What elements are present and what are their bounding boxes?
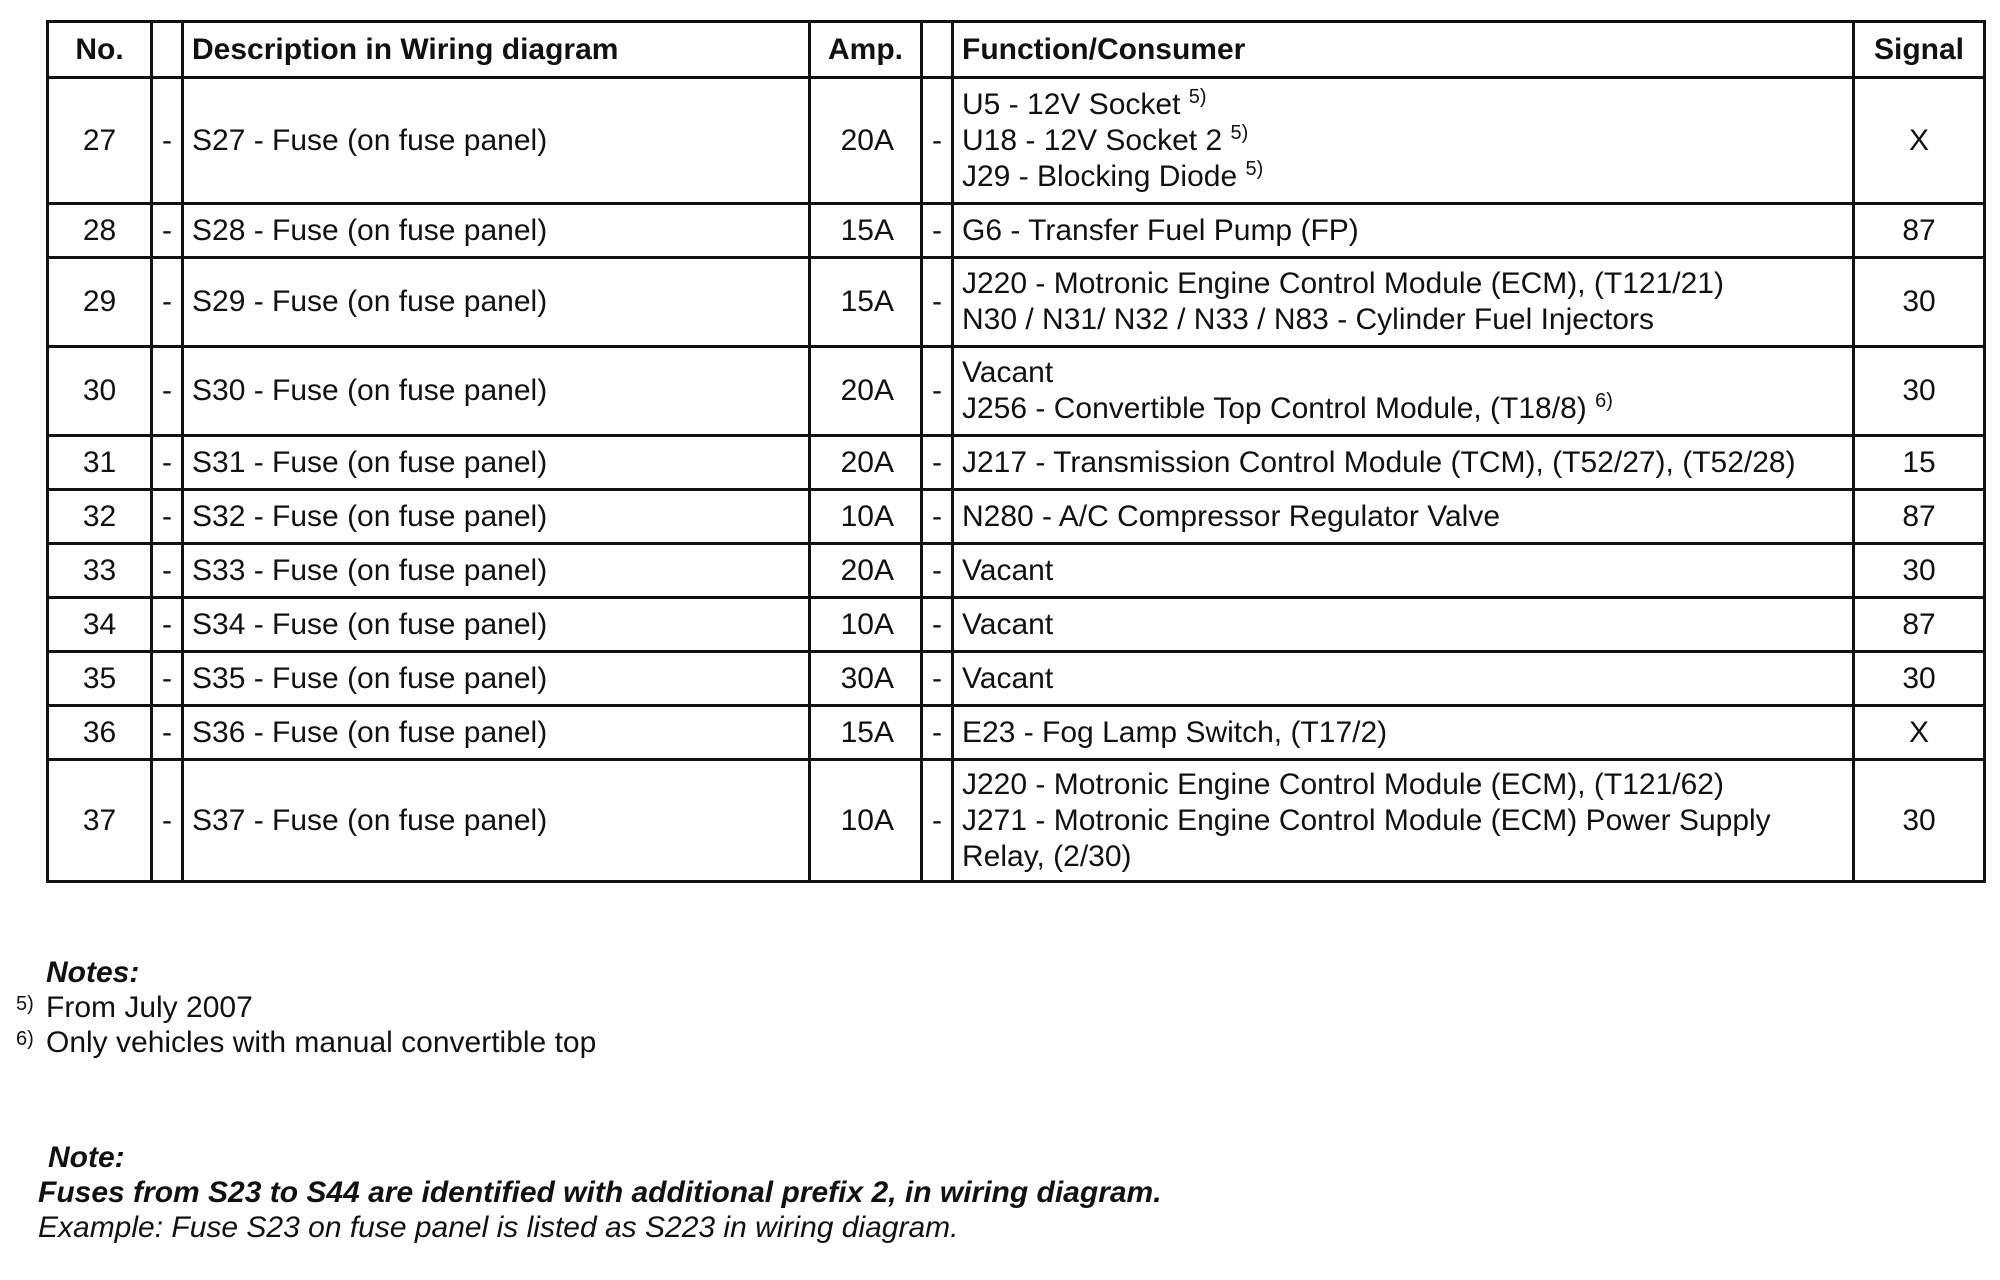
table-row — [48, 347, 1985, 436]
function-text: G6 - Transfer Fuel Pump (FP) — [962, 213, 1359, 247]
fuse-number: 32 — [48, 490, 152, 544]
fuse-number: 30 — [48, 347, 152, 436]
signal-value: 30 — [1854, 258, 1985, 347]
note-item: 6) Only vehicles with manual convertible top — [16, 1026, 597, 1059]
function-text: Vacant — [962, 661, 1054, 695]
function-consumer — [953, 760, 1854, 882]
signal-value: 87 — [1854, 204, 1985, 258]
dash-separator: - — [922, 544, 953, 598]
dash-separator: - — [152, 652, 183, 706]
fuse-description: S31 - Fuse (on fuse panel) — [183, 436, 810, 490]
table-row — [48, 760, 1985, 882]
fuse-number: 34 — [48, 598, 152, 652]
function-line — [962, 123, 1844, 159]
header-no: No. — [48, 22, 152, 78]
fuse-number: 28 — [48, 204, 152, 258]
table-row — [48, 78, 1985, 204]
footnote-marker: 5) — [1230, 121, 1249, 144]
fuse-number: 29 — [48, 258, 152, 347]
header-dash-2 — [922, 22, 953, 78]
fuse-number: 31 — [48, 436, 152, 490]
fuse-description: S34 - Fuse (on fuse panel) — [183, 598, 810, 652]
fuse-amperage: 20A — [810, 347, 922, 436]
function-text: J29 - Blocking Diode — [962, 159, 1238, 193]
function-line — [962, 661, 1844, 697]
dash-separator: - — [152, 598, 183, 652]
fuse-amperage: 10A — [810, 760, 922, 882]
function-consumer — [953, 490, 1854, 544]
header-dash — [152, 22, 183, 78]
header-function: Function/Consumer — [953, 22, 1854, 78]
function-line — [962, 159, 1844, 195]
fuse-description: S36 - Fuse (on fuse panel) — [183, 706, 810, 760]
fuse-description: S30 - Fuse (on fuse panel) — [183, 347, 810, 436]
dash-separator: - — [922, 78, 953, 204]
header-description: Description in Wiring diagram — [183, 22, 810, 78]
notes-section — [16, 955, 597, 1060]
header-amp: Amp. — [810, 22, 922, 78]
fuse-amperage: 15A — [810, 258, 922, 347]
signal-value: 30 — [1854, 347, 1985, 436]
function-text: J220 - Motronic Engine Control Module (ECM), (T121/62) — [962, 767, 1724, 801]
fuse-description: S35 - Fuse (on fuse panel) — [183, 652, 810, 706]
dash-separator: - — [922, 760, 953, 882]
footnote-marker: 5) — [1188, 85, 1207, 108]
fuse-amperage: 30A — [810, 652, 922, 706]
dash-separator: - — [922, 258, 953, 347]
fuse-number: 36 — [48, 706, 152, 760]
signal-value: 15 — [1854, 436, 1985, 490]
table-row — [48, 258, 1985, 347]
function-consumer — [953, 204, 1854, 258]
dash-separator: - — [922, 598, 953, 652]
prefix-note-text: Fuses from S23 to S44 are identified with additional prefix 2, in wiring diagram. — [38, 1176, 1162, 1209]
function-line — [962, 767, 1844, 803]
table-row — [48, 544, 1985, 598]
function-line — [962, 499, 1844, 535]
signal-value: 87 — [1854, 598, 1985, 652]
fuse-amperage: 15A — [810, 706, 922, 760]
note-text: Only vehicles with manual convertible top — [46, 1026, 597, 1059]
signal-value: 30 — [1854, 652, 1985, 706]
fuse-number: 27 — [48, 78, 152, 204]
function-line — [962, 266, 1844, 302]
fuse-description: S32 - Fuse (on fuse panel) — [183, 490, 810, 544]
dash-separator: - — [152, 78, 183, 204]
function-text: Vacant — [962, 607, 1054, 641]
function-consumer — [953, 347, 1854, 436]
dash-separator: - — [152, 436, 183, 490]
signal-value: X — [1854, 706, 1985, 760]
fuse-description: S29 - Fuse (on fuse panel) — [183, 258, 810, 347]
fuse-description: S27 - Fuse (on fuse panel) — [183, 78, 810, 204]
dash-separator: - — [922, 652, 953, 706]
fuse-description: S28 - Fuse (on fuse panel) — [183, 204, 810, 258]
function-consumer — [953, 544, 1854, 598]
function-line — [962, 87, 1844, 123]
prefix-note-title: Note: — [48, 1141, 125, 1174]
function-line — [962, 355, 1844, 391]
fuse-number: 35 — [48, 652, 152, 706]
function-line — [962, 553, 1844, 589]
dash-separator: - — [922, 490, 953, 544]
table-header-row — [48, 22, 1985, 78]
fuse-amperage: 15A — [810, 204, 922, 258]
fuse-table-body — [48, 78, 1985, 882]
function-text: Vacant — [962, 553, 1054, 587]
function-text: Vacant — [962, 356, 1054, 389]
table-row — [48, 598, 1985, 652]
table-row — [48, 204, 1985, 258]
dash-separator: - — [152, 347, 183, 436]
function-text: N280 - A/C Compressor Regulator Valve — [962, 499, 1501, 533]
fuse-amperage: 20A — [810, 544, 922, 598]
signal-value: 30 — [1854, 760, 1985, 882]
fuse-amperage: 20A — [810, 78, 922, 204]
function-text: J220 - Motronic Engine Control Module (ECM), (T121/21) — [962, 267, 1724, 300]
function-line — [962, 213, 1844, 249]
table-row — [48, 490, 1985, 544]
dash-separator: - — [152, 544, 183, 598]
note-text: From July 2007 — [46, 991, 253, 1024]
note-item: 5) From July 2007 — [16, 991, 253, 1024]
fuse-number: 33 — [48, 544, 152, 598]
dash-separator: - — [152, 258, 183, 347]
dash-separator: - — [152, 490, 183, 544]
function-text: N30 / N31/ N32 / N33 / N83 - Cylinder Fuel Injectors — [962, 303, 1654, 336]
dash-separator: - — [922, 706, 953, 760]
fuse-number: 37 — [48, 760, 152, 882]
function-consumer — [953, 706, 1854, 760]
function-text: U18 - 12V Socket 2 — [962, 123, 1223, 157]
signal-value: 30 — [1854, 544, 1985, 598]
dash-separator: - — [922, 436, 953, 490]
function-consumer — [953, 652, 1854, 706]
fuse-amperage: 10A — [810, 598, 922, 652]
signal-value: 87 — [1854, 490, 1985, 544]
function-line — [962, 803, 1844, 875]
function-consumer — [953, 436, 1854, 490]
fuse-amperage: 10A — [810, 490, 922, 544]
table-row — [48, 436, 1985, 490]
notes-title: Notes: — [46, 956, 140, 989]
function-line — [962, 302, 1844, 338]
function-consumer — [953, 258, 1854, 347]
footnote-marker: 6) — [1595, 390, 1613, 412]
dash-separator: - — [152, 760, 183, 882]
prefix-note-example: Example: Fuse S23 on fuse panel is listed as S223 in wiring diagram. — [38, 1211, 959, 1244]
function-text: E23 - Fog Lamp Switch, (T17/2) — [962, 715, 1388, 749]
function-line — [962, 715, 1844, 751]
function-line — [962, 607, 1844, 643]
footnote-marker: 5) — [1245, 157, 1264, 180]
table-row — [48, 652, 1985, 706]
dash-separator: - — [152, 204, 183, 258]
fuse-table — [46, 20, 1986, 883]
signal-value: X — [1854, 78, 1985, 204]
dash-separator: - — [152, 706, 183, 760]
function-text: U5 - 12V Socket — [962, 87, 1181, 121]
function-consumer — [953, 78, 1854, 204]
function-text: J256 - Convertible Top Control Module, (T18/8) — [962, 392, 1587, 425]
dash-separator: - — [922, 347, 953, 436]
function-line — [962, 391, 1844, 427]
prefix-note-section — [38, 1140, 1162, 1245]
header-signal: Signal — [1854, 22, 1985, 78]
function-text: J217 - Transmission Control Module (TCM), (T52/27), (T52/28) — [962, 445, 1796, 479]
function-line — [962, 445, 1844, 481]
fuse-description: S33 - Fuse (on fuse panel) — [183, 544, 810, 598]
fuse-amperage: 20A — [810, 436, 922, 490]
function-consumer — [953, 598, 1854, 652]
table-row — [48, 706, 1985, 760]
function-text: J271 - Motronic Engine Control Module (ECM) Power Supply Relay, (2/30) — [962, 803, 1771, 873]
fuse-description: S37 - Fuse (on fuse panel) — [183, 760, 810, 882]
dash-separator: - — [922, 204, 953, 258]
